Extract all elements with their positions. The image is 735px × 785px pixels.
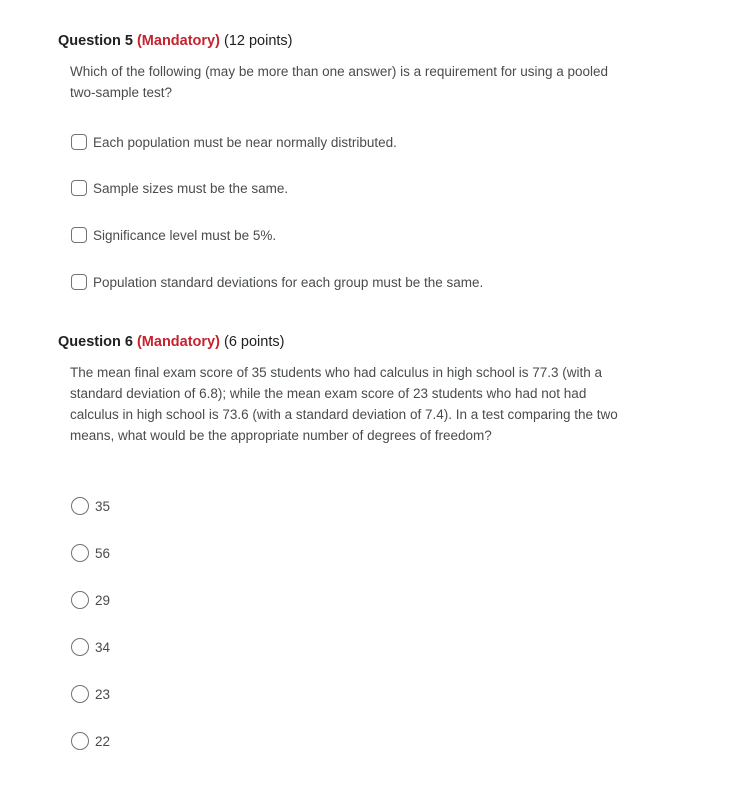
question-5-header — [58, 30, 293, 52]
option-label: 56 — [95, 545, 111, 561]
q6-option-6[interactable] — [71, 730, 110, 752]
q5-option-4[interactable] — [71, 271, 483, 293]
option-label: 34 — [95, 639, 111, 655]
option-label: 22 — [95, 733, 111, 749]
radio-button[interactable] — [71, 732, 89, 750]
q6-option-4[interactable] — [71, 636, 110, 658]
question-6-points: (6 points) — [223, 334, 285, 350]
option-label: 35 — [95, 498, 111, 514]
q6-option-1[interactable] — [71, 495, 110, 517]
option-label: 23 — [95, 686, 111, 702]
radio-button[interactable] — [71, 638, 89, 656]
q5-option-2[interactable] — [71, 177, 288, 199]
question-6-mandatory: (Mandatory) — [136, 334, 220, 350]
question-5-text: Which of the following (may be more than one answer) is a requirement for using a pooled two-sample test? — [70, 64, 609, 100]
checkbox[interactable] — [71, 134, 87, 150]
question-5-mandatory: (Mandatory) — [136, 33, 220, 49]
q5-option-3[interactable] — [71, 224, 276, 246]
question-6-text: The mean final exam score of 35 students who had calculus in high school is 77.3 (with a standard deviation of 6.8); while the mean exam score of 23 students who had not had calculus in high school is 73.6 (with a standard deviation of 7.4). In a test comparing the two means, what would be the appropriate number of degrees of freedom? — [70, 365, 618, 443]
question-5-label: Question 5 — [58, 33, 133, 49]
q6-option-2[interactable] — [71, 542, 110, 564]
checkbox[interactable] — [71, 274, 87, 290]
q5-option-1[interactable] — [71, 131, 397, 153]
radio-button[interactable] — [71, 544, 89, 562]
option-label: Each population must be near normally distributed. — [93, 134, 397, 150]
checkbox[interactable] — [71, 227, 87, 243]
option-label: 29 — [95, 592, 111, 608]
radio-button[interactable] — [71, 497, 89, 515]
option-label: Significance level must be 5%. — [93, 227, 277, 243]
q6-option-5[interactable] — [71, 683, 110, 705]
option-label: Population standard deviations for each group must be the same. — [93, 274, 484, 290]
q6-option-3[interactable] — [71, 589, 110, 611]
option-label: Sample sizes must be the same. — [93, 180, 289, 196]
checkbox[interactable] — [71, 180, 87, 196]
question-6-header — [58, 331, 284, 353]
radio-button[interactable] — [71, 685, 89, 703]
question-6-label: Question 6 — [58, 334, 133, 350]
question-5-points: (12 points) — [223, 33, 293, 49]
radio-button[interactable] — [71, 591, 89, 609]
